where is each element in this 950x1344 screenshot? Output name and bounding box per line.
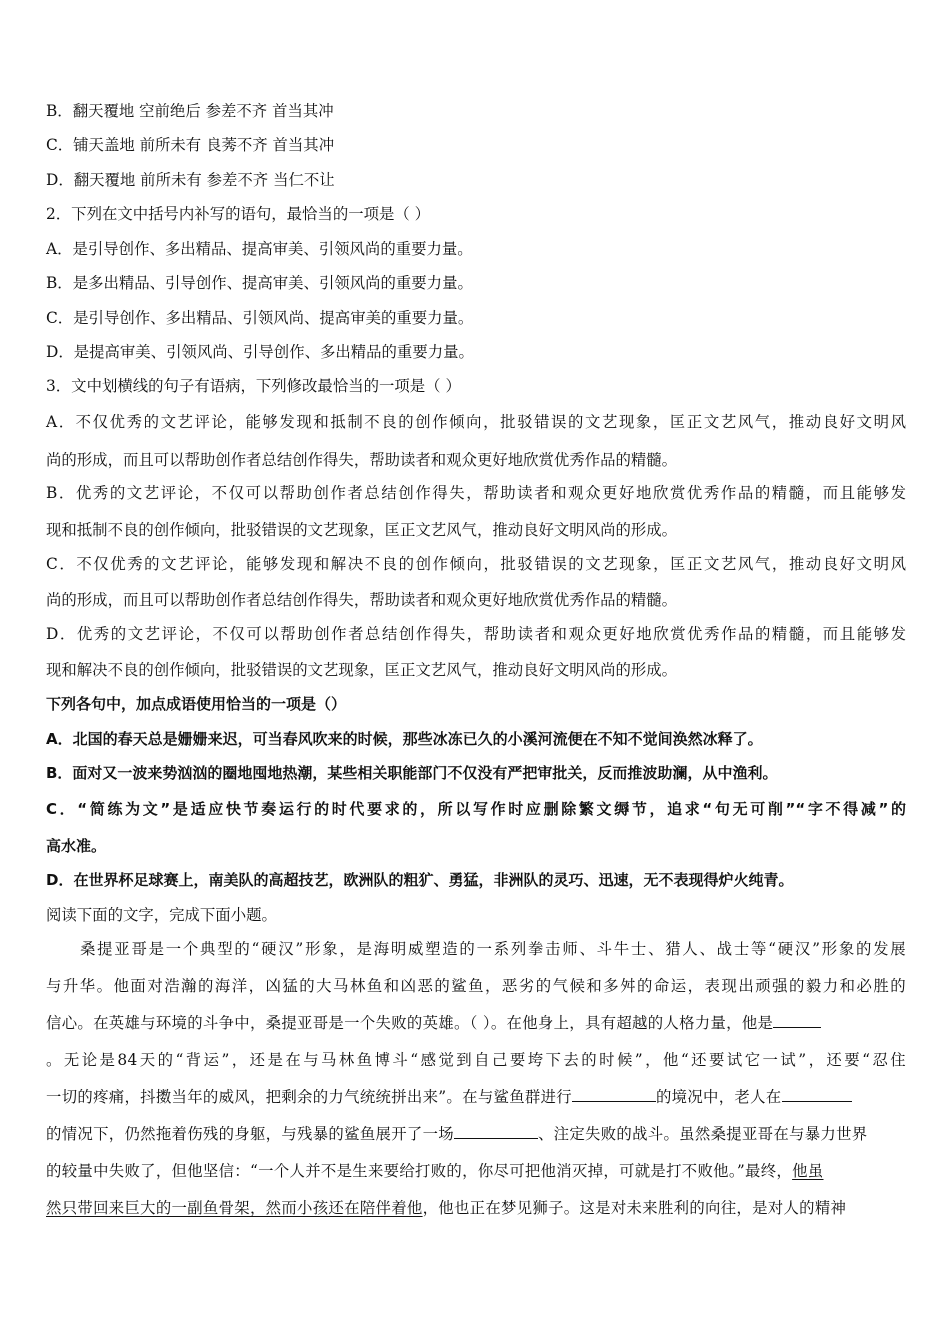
q2-stem: 2．下列在文中括号内补写的语句，最恰当的一项是（ ） [46,205,431,223]
q3-stem: 3．文中划横线的句子有语病，下列修改最恰当的一项是（ ） [46,377,461,395]
q2-option-d: D．是提高审美、引领风尚、引导创作、多出精品的重要力量。 [46,343,474,361]
passage-line-1: 桑提亚哥是一个典型的“硬汉”形象，是海明威塑造的一系列拳击师、斗牛士、猎人、战士等“硬汉”形象的发展 [80,940,906,958]
idiom-option-c-line2: 高水准。 [46,837,107,855]
q1-option-d: D．翻天覆地 前所未有 参差不齐 当仁不让 [46,171,335,189]
q2-option-c: C．是引导创作、多出精品、引领风尚、提高审美的重要力量。 [46,309,474,327]
answer-blank-2[interactable] [572,1087,656,1102]
idiom-option-c-line1: C．“简练为文”是适应快节奏运行的时代要求的，所以写作时应删除繁文缛节，追求“句无可削”“字不得减”的 [46,800,906,818]
q3-option-b-line1: B．优秀的文艺评论，不仅可以帮助创作者总结创作得失，帮助读者和观众更好地欣赏优秀作品的精髓，而且能够发 [46,484,906,502]
q3-option-c-line1: C．不仅优秀的文艺评论，能够发现和解决不良的创作倾向，批驳错误的文艺现象，匡正文艺风气，推动良好文明风 [46,555,906,573]
q2-option-b: B．是多出精品、引导创作、提高审美、引领风尚的重要力量。 [46,274,473,292]
passage-line-3-text: 信心。在英雄与环境的斗争中，桑提亚哥是一个失败的英雄。（ ）。在他身上，具有超越的人格力量，他是 [46,1014,774,1032]
answer-blank-3[interactable] [782,1087,852,1102]
passage-line-5 [46,1087,906,1107]
passage-line-3 [46,1013,906,1033]
passage-line-6-text-b: 、注定失败的战斗。虽然桑提亚哥在与暴力世界 [537,1125,868,1143]
passage-line-5-text-b: 的境况中，老人在 [655,1088,782,1106]
passage-line-7-text: 的较量中失败了，但他坚信：“一个人并不是生来要给打败的，你尽可把他消灭掉，可就是打不败他。”最终， [46,1162,793,1180]
underlined-sentence-end: 然只带回来巨大的一副鱼骨架，然而小孩还在陪伴着他 [46,1199,423,1217]
passage-line-8 [46,1198,906,1218]
passage-line-2: 与升华。他面对浩瀚的海洋，凶猛的大马林鱼和凶恶的鲨鱼，恶劣的气候和多舛的命运，表现出顽强的毅力和必胜的 [46,977,906,995]
q3-option-d-line2: 现和解决不良的创作倾向，批驳错误的文艺现象，匡正文艺风气，推动良好文明风尚的形成。 [46,661,678,679]
idiom-option-b: B．面对又一波来势汹汹的圈地囤地热潮，某些相关职能部门不仅没有严把审批关，反而推波助澜，从中渔利。 [46,764,778,782]
idiom-option-a: A．北国的春天总是姗姗来迟，可当春风吹来的时候，那些冰冻已久的小溪河流便在不知不觉间涣然冰释了。 [46,730,763,748]
idiom-option-d: D．在世界杯足球赛上，南美队的高超技艺，欧洲队的粗犷、勇猛，非洲队的灵巧、迅速，无不表现得炉火纯青。 [46,871,794,889]
answer-blank-1[interactable] [773,1013,821,1028]
passage-line-6-text: 的情况下，仍然拖着伤残的身躯，与残暴的鲨鱼展开了一场 [46,1125,454,1143]
answer-blank-4[interactable] [454,1124,538,1139]
idiom-question-stem: 下列各句中，加点成语使用恰当的一项是（） [46,695,347,713]
q1-option-b: B．翻天覆地 空前绝后 参差不齐 首当其冲 [46,102,334,120]
q3-option-c-line2: 尚的形成，而且可以帮助创作者总结创作得失，帮助读者和观众更好地欣赏优秀作品的精髓。 [46,591,678,609]
reading-instruction: 阅读下面的文字，完成下面小题。 [46,906,277,924]
q2-option-a: A．是引导创作、多出精品、提高审美、引领风尚的重要力量。 [46,240,473,258]
passage-line-4: 。无论是84天的“背运”，还是在与马林鱼博斗“感觉到自己要垮下去的时候”，他“还要试它一试”，还要“忍住 [46,1051,906,1069]
passage-line-7 [46,1161,906,1181]
passage-line-6 [46,1124,906,1144]
q3-option-d-line1: D．优秀的文艺评论，不仅可以帮助创作者总结创作得失，帮助读者和观众更好地欣赏优秀作品的精髓，而且能够发 [46,625,906,643]
passage-line-5-text: 一切的疼痛，抖擞当年的威风，把剩余的力气统统拼出来”。在与鲨鱼群进行 [46,1088,572,1106]
passage-line-8-text: ，他也正在梦见狮子。这是对未来胜利的向往，是对人的精神 [422,1199,847,1217]
q3-option-a-line1: A．不仅优秀的文艺评论，能够发现和抵制不良的创作倾向，批驳错误的文艺现象，匡正文艺风气，推动良好文明风 [46,413,906,431]
q3-option-b-line2: 现和抵制不良的创作倾向，批驳错误的文艺现象，匡正文艺风气，推动良好文明风尚的形成。 [46,521,678,539]
underlined-sentence-start: 他虽 [792,1162,824,1180]
q1-option-c: C．铺天盖地 前所未有 良莠不齐 首当其冲 [46,136,335,154]
q3-option-a-line2: 尚的形成，而且可以帮助创作者总结创作得失，帮助读者和观众更好地欣赏优秀作品的精髓。 [46,451,678,469]
